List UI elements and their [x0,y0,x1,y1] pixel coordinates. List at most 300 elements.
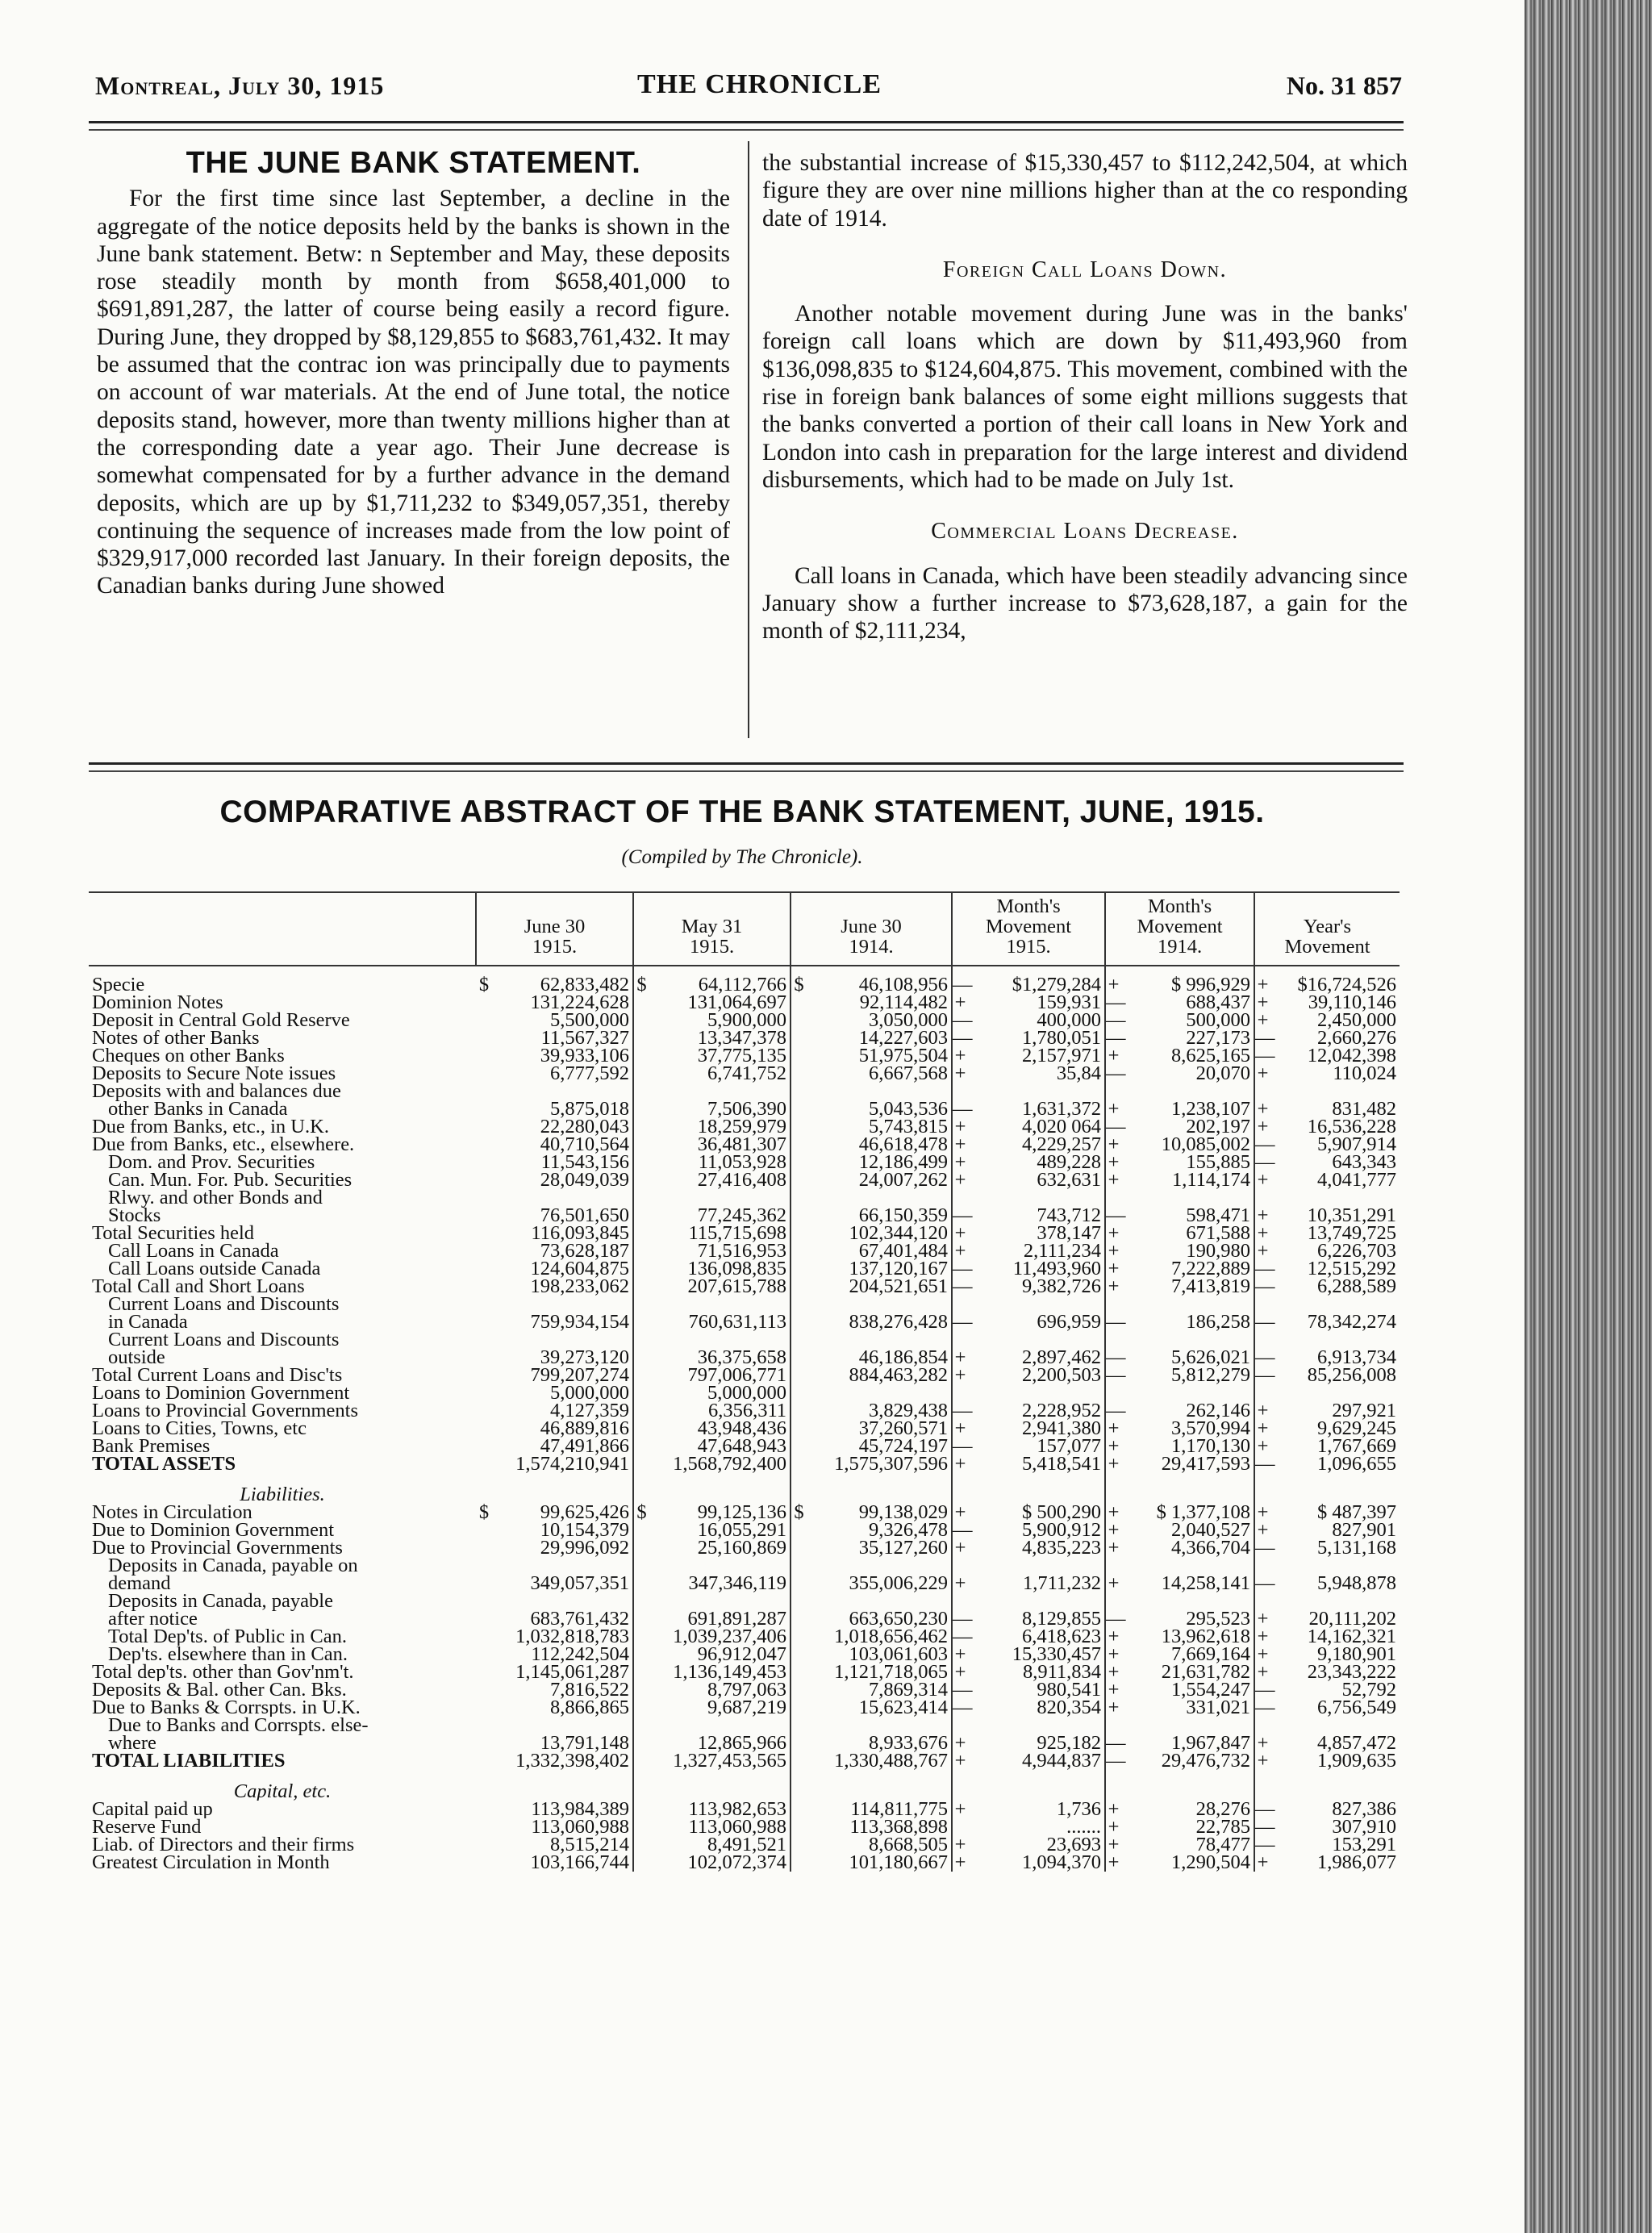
value-cell: 759,934,154 [492,1296,633,1331]
row-label-line: Specie [92,974,145,994]
sign-cell [476,1154,492,1171]
value-cell: 6,356,311 [649,1402,791,1420]
sign-cell: + [1257,991,1269,1013]
value-cell: 2,941,380 [968,1420,1105,1438]
value-cell: 5,000,000 [649,1384,791,1402]
value-cell: 112,242,504 [492,1646,633,1663]
value-cell: 99,625,426 [492,1504,633,1521]
sign-cell: $ [636,1501,647,1523]
value-cell: 13,962,618 [1121,1628,1254,1646]
sign-cell: — [1255,1572,1275,1594]
section-heading: Liabilities. [240,1484,325,1504]
value-cell: 643,343 [1332,1151,1397,1173]
value-cell: 64,112,766 [649,966,791,994]
value-cell: 131,224,628 [492,994,633,1012]
sign-cell: + [1257,1626,1269,1647]
value-cell: 4,944,837 [968,1752,1105,1770]
sign-cell: + [954,1417,966,1439]
value-cell: 3,050,000 [807,1012,952,1029]
sign-cell [791,1557,807,1592]
value-cell: 46,618,478 [807,1136,952,1154]
value-cell: 1,170,130 [1121,1438,1254,1455]
sign-cell: + [1108,1572,1120,1594]
value-cell: 116,093,845 [492,1225,633,1242]
article-column-right [762,149,1408,645]
row-label [89,1402,476,1420]
value-cell: 45,724,197 [807,1438,952,1455]
value-cell: 67,401,484 [807,1242,952,1260]
row-label [89,1260,476,1278]
sign-cell: — [1255,1697,1275,1718]
value-cell: 27,416,408 [649,1171,791,1189]
sign-cell: + [1257,1417,1269,1439]
row-label [89,1047,476,1065]
value-cell: 797,006,771 [649,1367,791,1384]
value-cell: 1,094,370 [968,1854,1105,1872]
value-cell: 378,147 [968,1225,1105,1242]
value-cell: 838,276,428 [807,1296,952,1331]
sign-cell [476,1242,492,1260]
row-label [89,1118,476,1136]
sign-cell: + [1108,1851,1120,1873]
sign-cell: — [1255,1453,1275,1475]
row-label-line: other Banks in Canada [108,1098,288,1118]
sign-cell [633,1083,649,1118]
value-cell: 1,909,635 [1317,1750,1397,1772]
article-column-left [97,146,730,600]
row-label-line: Reserve Fund [92,1818,202,1836]
sign-cell: — [1255,1834,1275,1855]
sign-cell [476,1118,492,1136]
sign-cell: + [1257,1851,1269,1873]
value-cell: 13,347,378 [649,1029,791,1047]
running-head-page-number: No. 31 857 [1286,71,1402,100]
value-cell: 2,040,527 [1121,1521,1254,1539]
sign-cell: + [1257,1435,1269,1457]
row-label [89,1171,476,1189]
row-label [89,1455,476,1473]
sign-cell [633,1557,649,1592]
sign-cell [791,1029,807,1047]
sign-cell [633,1171,649,1189]
row-label-line: Due from Banks, etc., elsewhere. [92,1136,355,1154]
sign-cell [633,1331,649,1367]
sign-cell [476,1402,492,1420]
sign-cell [633,1154,649,1171]
sign-cell [791,1438,807,1455]
value-cell: 23,693 [968,1836,1105,1854]
row-label-line: Call Loans outside Canada [108,1260,321,1278]
row-label [89,994,476,1012]
row-label [89,1331,476,1367]
value-cell: 7,869,314 [807,1681,952,1699]
row-label-line: Total Securities held [92,1225,255,1242]
sign-cell: + [954,1151,966,1173]
sign-cell: — [1106,1204,1126,1226]
value-cell: 5,626,021 [1121,1331,1254,1367]
value-cell: 46,108,956 [807,966,952,994]
running-head [95,71,1402,111]
sign-cell [791,1118,807,1136]
value-cell: 8,625,165 [1121,1047,1254,1065]
sign-cell [791,1278,807,1296]
value-cell: 9,629,245 [1317,1417,1397,1439]
value-cell: 101,180,667 [807,1854,952,1872]
value-cell: 157,077 [968,1438,1105,1455]
row-label-line: Capital paid up [92,1801,213,1818]
row-label-line: Deposit in Central Gold Reserve [92,1012,350,1029]
sign-cell [791,1225,807,1242]
value-cell: 99,125,136 [649,1504,791,1521]
sign-cell: + [1257,1062,1269,1084]
sign-cell [633,1646,649,1663]
sign-cell: — [1106,991,1126,1013]
sign-cell: + [1108,974,1120,995]
sign-cell: — [1106,1311,1126,1333]
sign-cell: + [1108,1151,1120,1173]
column-header [89,892,476,966]
column-header: Month's Movement 1914. [1105,892,1254,966]
value-cell: $ 996,929 [1121,966,1254,994]
sign-cell: + [1257,1400,1269,1421]
sign-cell [791,1083,807,1118]
value-cell: 29,996,092 [492,1539,633,1557]
value-cell: 5,900,912 [968,1521,1105,1539]
sign-cell [791,994,807,1012]
value-cell: 103,166,744 [492,1854,633,1872]
value-cell: 24,007,262 [807,1171,952,1189]
value-cell: 9,382,726 [968,1278,1105,1296]
sign-cell [791,1646,807,1663]
value-cell: 25,160,869 [649,1539,791,1557]
sign-cell [633,1420,649,1438]
value-cell: 6,913,734 [1317,1346,1397,1368]
value-cell: 202,197 [1121,1118,1254,1136]
row-label [89,1592,476,1628]
sign-cell: + [954,1661,966,1683]
sign-cell: $ [478,974,490,995]
value-cell: 15,330,457 [968,1646,1105,1663]
sign-cell: + [1108,1834,1120,1855]
row-label [89,1801,476,1818]
column-header: May 31 1915. [633,892,791,966]
value-cell: 831,482 [1332,1098,1397,1120]
value-cell: 39,273,120 [492,1331,633,1367]
sign-cell: + [954,1732,966,1754]
row-label-line: Total Call and Short Loans [92,1278,305,1296]
sign-cell: + [1108,1417,1120,1439]
table-row [89,1752,1400,1770]
sign-cell: — [953,974,973,995]
row-label [89,1296,476,1331]
value-cell: 1,238,107 [1121,1083,1254,1118]
row-label [89,1521,476,1539]
value-cell: 113,060,988 [492,1818,633,1836]
sign-cell [476,1801,492,1818]
row-label-line: Due from Banks, etc., in U.K. [92,1118,329,1136]
row-label [89,1420,476,1438]
table-row [89,1592,1400,1628]
sign-cell: + [1108,1501,1120,1523]
sign-cell [476,1331,492,1367]
value-cell: 29,417,593 [1121,1455,1254,1473]
sign-cell [633,1455,649,1473]
value-cell: 11,493,960 [968,1260,1105,1278]
sign-cell [791,1136,807,1154]
value-cell: 5,875,018 [492,1083,633,1118]
row-label [89,1278,476,1296]
value-cell: 103,061,603 [807,1646,952,1663]
sign-cell: — [1106,1062,1126,1084]
header-rule [89,121,1404,123]
row-label-line: Total Current Loans and Disc'ts [92,1367,343,1384]
sign-cell: + [1257,1608,1269,1630]
row-label-line: Cheques on other Banks [92,1047,285,1065]
book-binding-edge [1525,0,1652,2233]
row-label [89,1367,476,1384]
sign-cell: + [954,1501,966,1523]
row-label-line: TOTAL LIABILITIES [92,1752,286,1770]
sign-cell [633,1065,649,1083]
article-paragraph: Another notable movement during June was in the banks' foreign call loans which are down by $11,493,960 from $136,098,835 to $124,604,875. This movement, combined with the rise in foreign bank balances of some eight millions suggests that the banks converted a portion of their call loans in New York and London into cash in preparation for the large interest and dividend disbursements, which had to be made on July 1st. [762,301,1408,493]
value-cell: 137,120,167 [807,1260,952,1278]
value-cell: 1,145,061,287 [492,1663,633,1681]
row-label [89,1012,476,1029]
value-cell: 2,450,000 [1317,1009,1397,1031]
value-cell: 2,111,234 [968,1242,1105,1260]
sign-cell [791,1402,807,1420]
sign-cell [476,1717,492,1752]
value-cell: 124,604,875 [492,1260,633,1278]
value-cell: 10,154,379 [492,1521,633,1539]
row-label [89,1136,476,1154]
value-cell: 7,222,889 [1121,1260,1254,1278]
sign-cell: + [954,1116,966,1137]
sign-cell: + [1108,1258,1120,1279]
sign-cell [791,1047,807,1065]
sign-cell: + [1108,1222,1120,1244]
sign-cell [633,1278,649,1296]
sign-cell: + [954,1750,966,1772]
row-label-line: Notes of other Banks [92,1029,260,1047]
value-cell: 347,346,119 [649,1557,791,1592]
value-cell: 7,506,390 [649,1083,791,1118]
sign-cell [633,1225,649,1242]
row-label-line: Due to Provincial Governments [92,1539,343,1557]
table-row [89,1717,1400,1752]
row-label-line: Deposits & Bal. other Can. Bks. [92,1681,347,1699]
value-cell: 8,797,063 [649,1681,791,1699]
value-cell: 23,343,222 [1307,1661,1397,1683]
value-cell: 204,521,651 [807,1278,952,1296]
sign-cell [791,1384,807,1402]
value-cell: 190,980 [1121,1242,1254,1260]
value-cell: 5,500,000 [492,1012,633,1029]
value-cell: 3,570,994 [1121,1420,1254,1438]
row-label [89,1854,476,1872]
sign-cell: + [1108,1435,1120,1457]
row-label [89,1083,476,1118]
sign-cell [791,1455,807,1473]
value-cell: 113,368,898 [807,1818,952,1836]
row-label-line: TOTAL ASSETS [92,1455,236,1473]
row-label-line: Deposits in Canada, payable on [108,1557,358,1576]
sign-cell [476,1420,492,1438]
value-cell: 22,785 [1121,1818,1254,1836]
row-label [89,1242,476,1260]
value-cell: 4,857,472 [1317,1732,1397,1754]
value-cell: 1,039,237,406 [649,1628,791,1646]
sign-cell [791,1242,807,1260]
row-label [89,1752,476,1770]
sign-cell: + [954,1798,966,1820]
sign-cell: $ [794,1501,804,1523]
sign-cell [476,1438,492,1455]
sign-cell [791,1801,807,1818]
value-cell: 688,437 [1121,994,1254,1012]
sign-cell [633,1384,649,1402]
value-cell: 8,911,834 [968,1663,1105,1681]
sign-cell [476,1083,492,1118]
sign-cell [476,1521,492,1539]
bank-statement-table [89,891,1400,1872]
sign-cell: — [953,1275,973,1297]
sign-cell: — [1255,1346,1275,1368]
value-cell: 1,136,149,453 [649,1663,791,1681]
sign-cell: — [1106,1400,1126,1421]
value-cell: 696,959 [968,1296,1105,1331]
value-cell: 500,000 [1121,1012,1254,1029]
sign-cell [633,1136,649,1154]
value-cell: 1,327,453,565 [649,1752,791,1770]
sign-cell [476,1225,492,1242]
value-cell: 1,332,398,402 [492,1752,633,1770]
sign-cell: + [954,1851,966,1873]
value-cell: 12,042,398 [1307,1045,1397,1066]
row-label-line: Total Dep'ts. of Public in Can. [108,1628,347,1646]
sign-cell [476,1367,492,1384]
sign-cell: + [1257,1009,1269,1031]
value-cell: 2,228,952 [968,1402,1105,1420]
table-row [89,1278,1400,1296]
value-cell: 1,096,655 [1317,1453,1397,1475]
sign-cell: — [953,1697,973,1718]
sign-cell: + [1257,1169,1269,1191]
row-label-line: Rlwy. and other Bonds and [108,1189,323,1208]
row-label [89,1065,476,1083]
value-cell: $16,724,526 [1297,974,1397,995]
sign-cell: + [1257,1661,1269,1683]
value-cell: 820,354 [968,1699,1105,1717]
row-label-line: demand [108,1572,171,1592]
value-cell: ....... [968,1818,1105,1836]
sign-cell: — [953,1204,973,1226]
value-cell: 5,418,541 [968,1455,1105,1473]
sign-cell [633,1242,649,1260]
sign-cell [476,1818,492,1836]
table-section-heading-row [89,1770,1400,1801]
sign-cell: — [953,1400,973,1421]
sign-cell [476,1646,492,1663]
row-label-line: Notes in Circulation [92,1504,252,1521]
row-label [89,1836,476,1854]
value-cell: 2,660,276 [1317,1027,1397,1049]
value-cell: 14,162,321 [1307,1626,1397,1647]
value-cell: 37,260,571 [807,1420,952,1438]
sign-cell [633,1699,649,1717]
row-label-line: Dominion Notes [92,994,223,1012]
table-header-row [89,892,1400,966]
value-cell: 632,631 [968,1171,1105,1189]
row-label-line: Deposits to Secure Note issues [92,1065,336,1083]
value-cell: 262,146 [1121,1402,1254,1420]
value-cell: 155,885 [1121,1154,1254,1171]
value-cell: 1,290,504 [1121,1854,1254,1872]
table-row [89,1171,1400,1189]
value-cell: 5,948,878 [1317,1572,1397,1594]
value-cell: 331,021 [1121,1699,1254,1717]
sign-cell [633,1260,649,1278]
header-rule-double [89,129,1404,131]
sign-cell [791,1521,807,1539]
row-label [89,1154,476,1171]
sign-cell: — [1255,1151,1275,1173]
value-cell: 47,648,943 [649,1438,791,1455]
sign-cell: — [953,1098,973,1120]
sign-cell [476,1296,492,1331]
sign-cell: — [1106,1608,1126,1630]
value-cell: 925,182 [968,1717,1105,1752]
row-label-line: Loans to Dominion Government [92,1384,350,1402]
sign-cell [476,1455,492,1473]
value-cell: 827,901 [1332,1519,1397,1541]
value-cell: 71,516,953 [649,1242,791,1260]
row-label-line: Dom. and Prov. Securities [108,1154,315,1171]
sign-cell: — [953,1435,973,1457]
value-cell: 9,180,901 [1317,1643,1397,1665]
sign-cell [791,1367,807,1384]
value-cell: 43,948,436 [649,1420,791,1438]
sign-cell: $ [478,1501,490,1523]
sign-cell: + [1108,1661,1120,1683]
row-label-line: Can. Mun. For. Pub. Securities [108,1171,353,1189]
value-cell: $1,279,284 [968,966,1105,994]
row-label-line: Call Loans in Canada [108,1242,279,1260]
value-cell: 8,866,865 [492,1699,633,1717]
article-title: THE JUNE BANK STATEMENT. [186,146,641,180]
value-cell: 102,344,120 [807,1225,952,1242]
sign-cell: + [1257,1501,1269,1523]
row-label [89,1504,476,1521]
sign-cell: — [1255,1311,1275,1333]
sign-cell: — [1255,1679,1275,1701]
row-label-line: outside [108,1346,165,1367]
sign-cell [633,1681,649,1699]
value-cell: 2,897,462 [968,1331,1105,1367]
sign-cell: + [954,1240,966,1262]
value-cell: 6,667,568 [807,1065,952,1083]
value-cell: 11,543,156 [492,1154,633,1171]
column-header: June 30 1914. [791,892,952,966]
column-header: Year's Movement [1254,892,1400,966]
row-label-line: Greatest Circulation in Month [92,1854,330,1872]
article-paragraph: Call loans in Canada, which have been steadily advancing since January show a further increase to $73,628,187, a gain for the month of $2,111,234, [762,562,1408,645]
value-cell: 18,259,979 [649,1118,791,1136]
value-cell: 1,631,372 [968,1083,1105,1118]
sign-cell [476,1663,492,1681]
sign-cell [791,1065,807,1083]
value-cell: 4,127,359 [492,1402,633,1420]
